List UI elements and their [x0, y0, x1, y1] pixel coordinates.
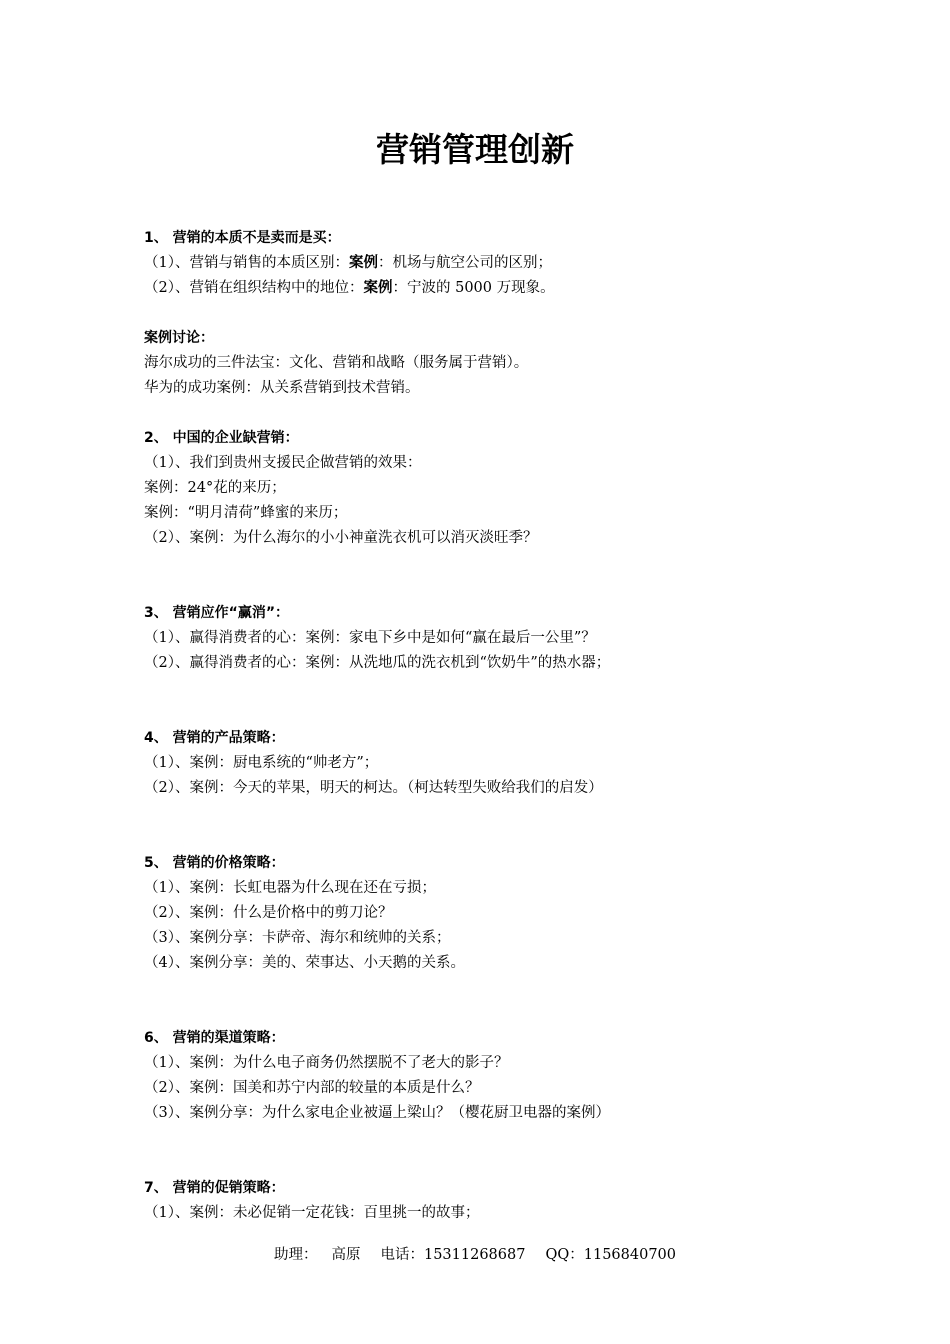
- section-5-heading: 5、 营销的价格策略：: [144, 855, 285, 871]
- page-footer: [0, 1243, 950, 1268]
- section-2-item-4: （2）、案例：为什么海尔的小小神童洗衣机可以消灭淡旺季？: [144, 530, 538, 546]
- page-title: 营销管理创新: [376, 130, 574, 169]
- footer-assistant-label: 助理：: [273, 1247, 318, 1263]
- section-2-item-2: 案例：24°花的来历；: [144, 480, 286, 496]
- section-2-item-1: （1）、我们到贵州支援民企做营销的效果：: [144, 455, 422, 471]
- section-6-item-1: （1）、案例：为什么电子商务仍然摆脱不了老大的影子？: [144, 1055, 509, 1071]
- section-6-item-3: （3）、案例分享：为什么家电企业被逼上梁山？（樱花厨卫电器的案例）: [144, 1105, 610, 1121]
- section-5-item-4: （4）、案例分享：美的、荣事达、小天鹅的关系。: [144, 955, 465, 971]
- case-discussion-line-2: 华为的成功案例：从关系营销到技术营销。: [144, 380, 420, 396]
- section-5-item-1: （1）、案例：长虹电器为什么现在还在亏损；: [144, 880, 436, 896]
- section-1-item-2-rest: ：宁波的 5000 万现象。: [392, 280, 555, 296]
- section-3-item-2: （2）、赢得消费者的心：案例：从洗地瓜的洗衣机到“饮奶牛”的热水器；: [144, 655, 611, 671]
- section-5-item-3: （3）、案例分享：卡萨帝、海尔和统帅的关系；: [144, 930, 451, 946]
- footer-qq: QQ：1156840700: [545, 1247, 676, 1263]
- section-3-item-1: （1）、赢得消费者的心：案例：家电下乡中是如何“赢在最后一公里”？: [144, 630, 596, 646]
- section-2-heading: 2、 中国的企业缺营销：: [144, 430, 299, 446]
- section-1-heading: 1、 营销的本质不是卖而是买：: [144, 230, 341, 246]
- section-2-item-3: 案例：“明月清荷”蜂蜜的来历；: [144, 505, 348, 521]
- section-4-heading: 4、 营销的产品策略：: [144, 730, 285, 746]
- section-7-item-1: （1）、案例：未必促销一定花钱：百里挑一的故事；: [144, 1205, 480, 1221]
- section-1-item-2-prefix: （2）、营销在组织结构中的地位：: [144, 280, 364, 296]
- section-1-item-1-prefix: （1）、营销与销售的本质区别：: [144, 255, 349, 271]
- section-4-item-2: （2）、案例：今天的苹果，明天的柯达。（柯达转型失败给我们的启发）: [144, 780, 603, 796]
- section-5-item-2: （2）、案例：什么是价格中的剪刀论？: [144, 905, 393, 921]
- section-1-item-2-bold: 案例: [363, 280, 393, 296]
- case-discussion-line-1: 海尔成功的三件法宝：文化、营销和战略（服务属于营销）。: [144, 355, 529, 371]
- section-1-item-2: [144, 276, 824, 301]
- section-4-item-1: （1）、案例：厨电系统的“帅老方”；: [144, 755, 379, 771]
- case-discussion-heading: 案例讨论：: [144, 330, 214, 346]
- section-3-heading: 3、 营销应作“赢消”：: [144, 605, 290, 621]
- section-1-item-1-bold: 案例: [348, 255, 378, 271]
- footer-phone: 电话：15311268687: [380, 1247, 526, 1263]
- section-7-heading: 7、 营销的促销策略：: [144, 1180, 285, 1196]
- section-1-item-1: [144, 251, 824, 276]
- section-1-item-1-rest: ：机场与航空公司的区别；: [377, 255, 552, 271]
- section-6-item-2: （2）、案例：国美和苏宁内部的较量的本质是什么？: [144, 1080, 480, 1096]
- footer-assistant-name: 高原: [331, 1247, 361, 1263]
- document-body: [144, 226, 824, 1226]
- section-6-heading: 6、 营销的渠道策略：: [144, 1030, 285, 1046]
